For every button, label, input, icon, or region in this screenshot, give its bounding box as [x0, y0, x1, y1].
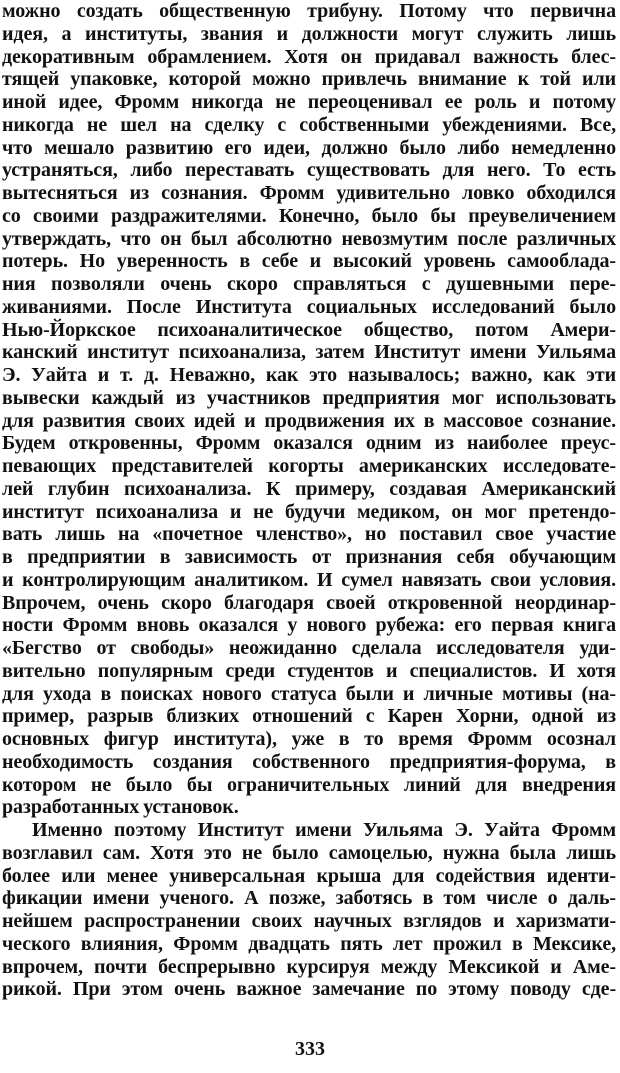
text-line: впрочем, почти беспрерывно курсируя между Мексикой и Аме- [2, 955, 616, 978]
text-line: Впрочем, очень скоро благодаря своей откровенной неординар- [2, 591, 616, 614]
text-line: необходимость создания собственного предприятия-форума, в [2, 750, 616, 773]
page-number: 333 [295, 1038, 325, 1060]
text-line: лей глубин психоанализа. К примеру, создавая Американский [2, 477, 616, 500]
text-line: основных фигур института), уже в то время Фромм осознал [2, 728, 616, 750]
text-line: «Бегство от свободы» неожиданно сделала исследователя уди- [2, 637, 616, 659]
text-line: устраняться, либо переставать существовать для него. То есть [2, 159, 616, 182]
text-line: что мешало развитию его идеи, должно было либо немедленно [2, 136, 616, 159]
text-line: для ухода в поисках нового статуса были и личные мотивы (на- [2, 682, 616, 705]
text-line: живаниями. После Института социальных исследований было [2, 295, 616, 318]
text-line: рикой. При этом очень важное замечание по этому поводу сде- [2, 978, 616, 1001]
text-line: вать лишь на «почетное членство», но поставил свое участие [2, 523, 616, 546]
text-line: и контролирующим аналитиком. И сумел навязать свои условия. [2, 568, 616, 591]
text-line: иной идее, Фромм никогда не переоценивал ее роль и потому [2, 91, 616, 113]
text-line: в предприятии в зависимость от признания себя обучающим [2, 546, 616, 568]
text-line: фикации имени ученого. А позже, заботясь в том числе о даль- [2, 887, 616, 910]
text-line: для развития своих идей и продвижения их в массовое сознание. [2, 409, 616, 432]
text-line: вительно популярным среди студентов и специалистов. И хотя [2, 659, 616, 682]
text-line: нейшем распространении своих научных взглядов и харизмати- [2, 910, 616, 932]
text-line: Будем откровенны, Фромм оказался одним из наиболее преус- [2, 432, 616, 455]
text-line: более или менее универсальная крыша для содействия иденти- [2, 864, 616, 887]
text-line: со своими раздражителями. Конечно, было бы преувеличением [2, 204, 616, 227]
text-line: ния позволяли очень скоро справляться с душевными пере- [2, 273, 616, 295]
text-line: декоративным обрамлением. Хотя он придавал важность блес- [2, 45, 616, 68]
paragraph-last-line: разработанных установок. [2, 796, 239, 819]
text-line: тящей упаковке, которой можно привлечь внимание к той или [2, 68, 616, 91]
paragraph-first-line: Именно поэтому Институт имени Уильяма Э. Уайта Фромм [32, 819, 616, 841]
text-line: ности Фромм вновь оказался у нового рубежа: его первая книга [2, 614, 616, 637]
text-line: утверждать, что он был абсолютно невозмутим после различных [2, 227, 616, 250]
text-line: институт психоанализа и не будучи медиком, он мог претендо- [2, 500, 616, 523]
text-line: певающих представителей когорты американских исследовате- [2, 455, 616, 477]
text-line: вытесняться из сознания. Фромм удивительно ловко обходился [2, 182, 616, 204]
text-line: возглавил сам. Хотя это не было самоцелью, нужна была лишь [2, 841, 616, 864]
text-line: можно создать общественную трибуну. Потому что первична [2, 0, 616, 22]
text-line: Э. Уайта и т. д. Неважно, как это называлось; важно, как эти [2, 364, 616, 386]
text-line: котором не было бы ограничительных линий для внедрения [2, 773, 616, 796]
text-line: идея, а институты, звания и должности могут служить лишь [2, 22, 616, 45]
book-page [2, 0, 616, 1001]
text-line: никогда не шел на сделку с собственными убеждениями. Все, [2, 113, 616, 136]
text-line: потерь. Но уверенность в себе и высокий уровень самооблада- [2, 250, 616, 273]
text-line: вывески каждый из участников предприятия мог использовать [2, 386, 616, 409]
text-line: пример, разрыв близких отношений с Карен Хорни, одной из [2, 705, 616, 728]
text-line: Нью-Йоркское психоаналитическое общество, потом Амери- [2, 318, 616, 341]
text-line: ческого влияния, Фромм двадцать пять лет прожил в Мексике, [2, 932, 616, 955]
text-line: канский институт психоанализа, затем Институт имени Уильяма [2, 341, 616, 364]
